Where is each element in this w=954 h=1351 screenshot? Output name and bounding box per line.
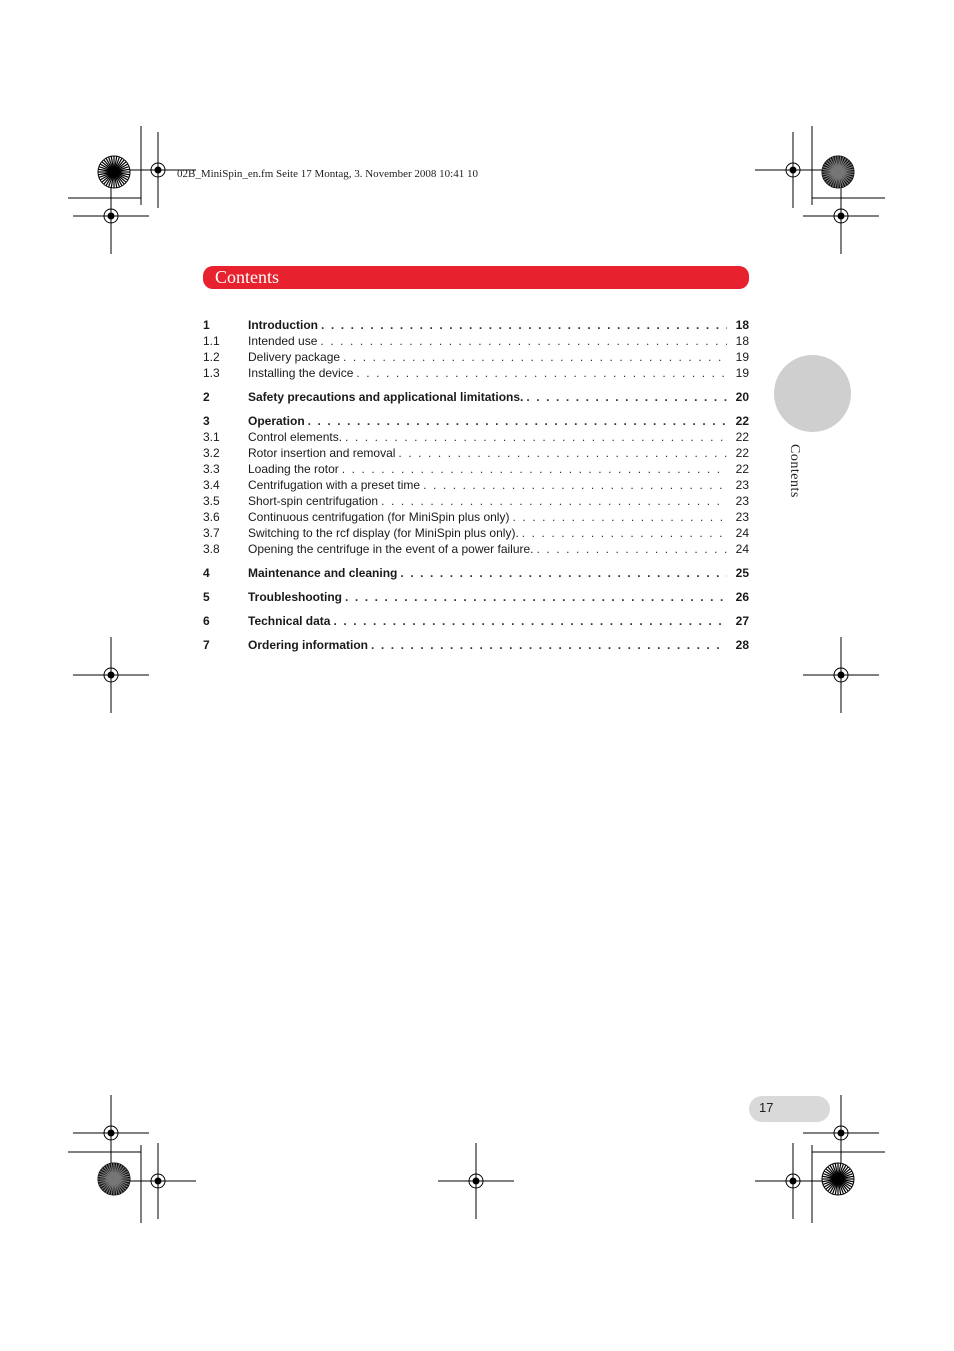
toc-leader-dots [398,445,727,461]
toc-entry[interactable] [203,589,749,605]
toc-entry-page: 19 [735,366,749,380]
toc-entry-number: 3.1 [203,430,220,444]
contents-title-bar [203,266,749,289]
crosshair-target-icon [73,637,149,713]
toc-leader-dots [308,413,727,429]
toc-entry[interactable] [203,637,749,653]
toc-entry-label: Installing the device [248,366,354,380]
toc-entry-number: 3.6 [203,510,220,524]
toc-entry[interactable] [203,349,749,365]
toc-entry-page: 19 [735,350,749,364]
starburst-mark-icon [98,1163,130,1195]
toc-entry-page: 18 [735,318,749,332]
toc-entry-number: 3.8 [203,542,220,556]
toc-entry-number: 6 [203,614,210,628]
toc-leader-dots [512,509,727,525]
toc-entry-label: Rotor insertion and removal [248,446,396,460]
toc-leader-dots [400,565,727,581]
toc-entry[interactable] [203,365,749,381]
toc-entry[interactable] [203,333,749,349]
toc-entry[interactable] [203,461,749,477]
toc-entry[interactable] [203,477,749,493]
toc-entry-label: Centrifugation with a preset time [248,478,421,492]
toc-entry[interactable] [203,413,749,429]
crosshair-target-icon [803,637,879,713]
toc-entry-label: Introduction [248,318,318,332]
toc-entry[interactable] [203,317,749,333]
table-of-contents [203,317,749,653]
toc-entry[interactable] [203,389,749,405]
crosshair-target-icon [73,178,149,254]
toc-entry-number: 3 [203,414,210,428]
file-info-header: 02B_MiniSpin_en.fm Seite 17 Montag, 3. November 2008 10:41 10 [177,168,478,180]
toc-entry-number: 2 [203,390,210,404]
toc-leader-dots [522,525,727,541]
starburst-mark-icon [98,156,130,188]
side-tab-label: Contents [787,444,802,498]
toc-entry[interactable] [203,525,749,541]
toc-leader-dots [345,589,727,605]
toc-entry-page: 28 [735,638,749,652]
toc-entry[interactable] [203,493,749,509]
toc-entry-number: 3.4 [203,478,220,492]
toc-entry-label: Switching to the rcf display (for MiniSpin plus only). [248,526,519,540]
toc-entry-label: Troubleshooting [248,590,342,604]
toc-entry-label: Loading the rotor [248,462,339,476]
toc-entry-number: 3.2 [203,446,220,460]
toc-leader-dots [343,349,727,365]
toc-entry-number: 5 [203,590,210,604]
toc-leader-dots [381,493,727,509]
toc-entry-page: 22 [735,414,749,428]
toc-entry-label: Opening the centrifuge in the event of a power failure. [248,542,534,556]
toc-leader-dots [537,541,727,557]
toc-leader-dots [371,637,727,653]
toc-entry-number: 3.5 [203,494,220,508]
toc-entry-label: Control elements. [248,430,343,444]
crosshair-target-icon [438,1143,514,1219]
toc-entry-page: 23 [735,494,749,508]
toc-entry-number: 1.1 [203,334,220,348]
toc-leader-dots [423,477,727,493]
toc-entry-number: 7 [203,638,210,652]
crosshair-target-icon [120,1143,196,1219]
toc-leader-dots [345,429,727,445]
toc-entry-number: 1 [203,318,210,332]
toc-entry-label: Delivery package [248,350,341,364]
toc-entry[interactable] [203,613,749,629]
toc-entry-number: 1.2 [203,350,220,364]
toc-entry-page: 22 [735,446,749,460]
toc-entry-page: 25 [735,566,749,580]
crosshair-target-icon [73,1095,149,1171]
toc-leader-dots [321,317,727,333]
toc-entry-page: 27 [735,614,749,628]
toc-leader-dots [342,461,727,477]
starburst-mark-icon [822,1163,854,1195]
toc-entry-label: Operation [248,414,305,428]
toc-entry-page: 20 [735,390,749,404]
toc-entry[interactable] [203,445,749,461]
toc-entry-page: 18 [735,334,749,348]
toc-entry[interactable] [203,509,749,525]
toc-entry-label: Continuous centrifugation (for MiniSpin plus only) [248,510,510,524]
toc-entry-label: Intended use [248,334,318,348]
toc-entry-label: Maintenance and cleaning [248,566,398,580]
toc-entry-page: 26 [735,590,749,604]
toc-leader-dots [333,613,727,629]
toc-entry[interactable] [203,429,749,445]
toc-entry-page: 24 [735,526,749,540]
toc-entry-page: 23 [735,478,749,492]
toc-entry-number: 3.7 [203,526,220,540]
toc-entry-label: Technical data [248,614,331,628]
toc-entry[interactable] [203,541,749,557]
crosshair-target-icon [755,1143,831,1219]
toc-entry-label: Short-spin centrifugation [248,494,379,508]
page-number: 17 [759,1100,774,1115]
toc-leader-dots [356,365,727,381]
toc-entry-page: 22 [735,430,749,444]
section-circle-marker [774,355,851,432]
toc-entry-page: 22 [735,462,749,476]
toc-entry-number: 3.3 [203,462,220,476]
toc-entry-number: 4 [203,566,210,580]
toc-entry[interactable] [203,565,749,581]
toc-entry-label: Safety precautions and applicational limitations. [248,390,524,404]
toc-entry-page: 23 [735,510,749,524]
toc-entry-page: 24 [735,542,749,556]
toc-leader-dots [526,389,727,405]
crosshair-target-icon [755,132,831,208]
starburst-mark-icon [822,156,854,188]
toc-entry-label: Ordering information [248,638,368,652]
page-title: Contents [215,267,280,287]
toc-leader-dots [320,333,727,349]
page-number-badge [749,1096,830,1122]
crosshair-target-icon [803,178,879,254]
toc-entry-number: 1.3 [203,366,220,380]
side-tab [788,444,806,514]
